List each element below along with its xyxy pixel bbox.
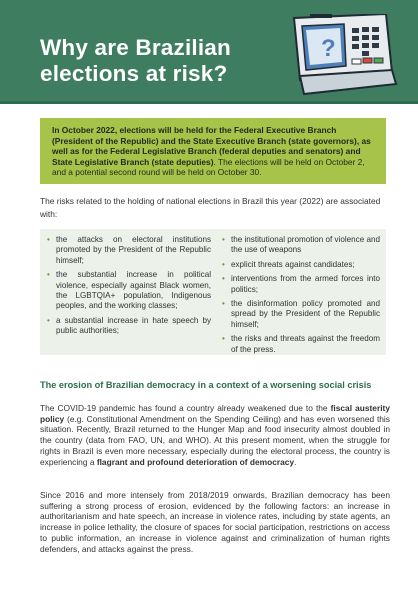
risk-item: • explicit threats against candidates;	[222, 260, 380, 270]
title-line-2: elections at risk?	[40, 61, 228, 86]
risk-item: • the substantial increase in political violence, especially against Black women, the LGBTQIA+ population, Indigenous peoples, and the working classes;	[47, 270, 211, 312]
p1-text-e: .	[294, 456, 297, 467]
risk-item: • the disinformation policy promoted and spread by the President of the Republic himself;	[222, 299, 380, 330]
section-heading: The erosion of Brazilian democracy in a context of a worsening social crisis	[40, 380, 372, 390]
p1-bold-deterioration: flagrant and profound deterioration of democracy	[96, 456, 295, 467]
svg-text:?: ?	[321, 35, 336, 62]
page-title	[40, 35, 231, 87]
risk-list-left	[47, 235, 211, 341]
risk-item: • a substantial increase in hate speech by public authorities;	[47, 316, 211, 337]
risk-item: • the risks and threats against the freedom of the press.	[222, 334, 380, 355]
paragraph-erosion: Since 2016 and more intensely from 2018/2019 onwards, Brazilian democracy has been suffering a strong process of erosion, evidenced by the following factors: an increase in authoritarianism and hate speech, an increase in violence rates, including by state agents, an increase in police lethality, the closure of spaces for social participation, restrictions on access to public information, an increase in violence against and criminalization of human rights defenders, and attacks against the press.	[40, 490, 390, 554]
intro-callout	[40, 118, 386, 184]
risk-item: • the attacks on electoral institutions promoted by the President of the Republic himself;	[47, 235, 211, 266]
intro-rest-text: . The elections will be held on October 2, and a potential second round will be held on October 30.	[52, 156, 365, 178]
voting-machine-icon	[288, 14, 398, 100]
p1-text-c: (e.g. Constitutional Amendment on the Spending Ceiling) and has even worsened this situation. Recently, Brazil returned to the Hunger Map and food insecurity almost doubled in the country (data from FAO, UN, and WHO). At this present moment, when the struggle for rights in Brazil is even more necessary, especially during the electoral process, the country is experiencing a	[40, 413, 390, 467]
risk-item: • the institutional promotion of violence and the use of weapons	[222, 235, 380, 256]
p1-text-a: The COVID-19 pandemic has found a country already weakened due to the	[40, 403, 331, 413]
risk-list-box	[40, 229, 386, 355]
risks-intro-text: The risks related to the holding of national elections in Brazil this year (2022) are associated with:	[40, 196, 381, 219]
risk-item: • interventions from the armed forces into politics;	[222, 274, 380, 295]
intro-bold-text: In October 2022, elections will be held for the Federal Executive Branch (President of the Republic) and the State Executive Branch (state governors), as well as for the Federal Legislative Branch (federal deputies and senators) and State Legislative Branch (state deputies)	[52, 125, 371, 167]
paragraph-covid	[40, 403, 390, 467]
header-stripe	[0, 101, 418, 104]
risk-list-right	[222, 235, 380, 359]
title-line-1: Why are Brazilian	[40, 35, 231, 60]
p1-bold-austerity: fiscal austerity policy	[40, 403, 390, 424]
